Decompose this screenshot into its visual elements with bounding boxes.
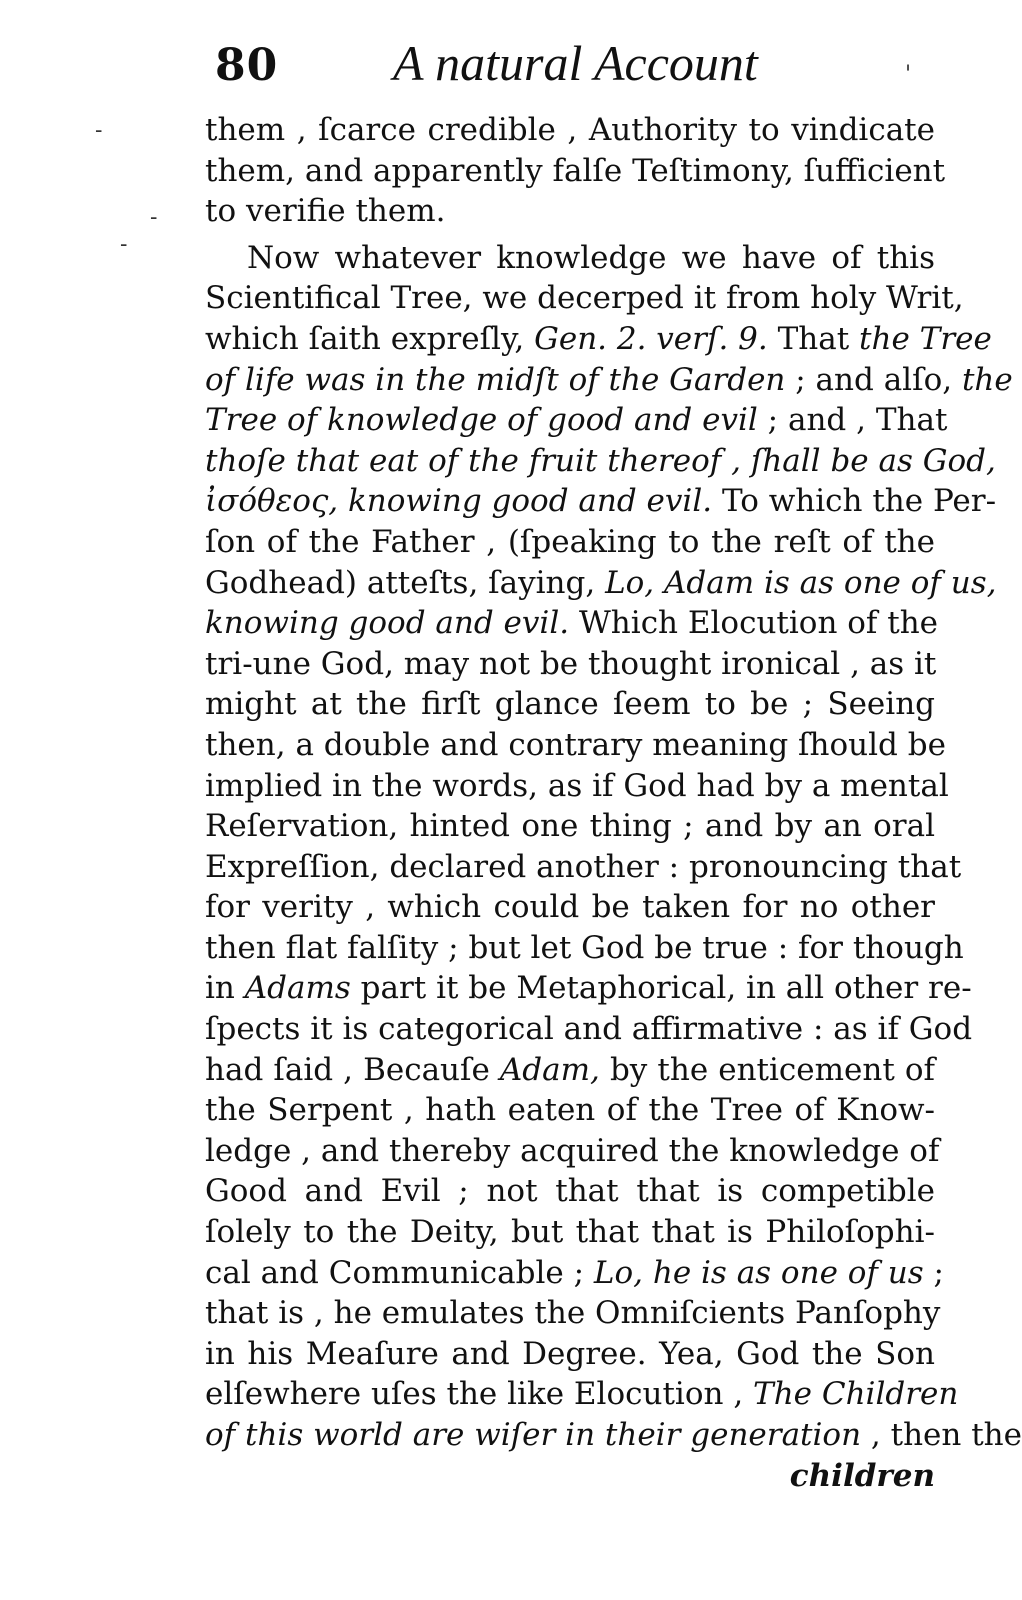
roman-text: them, and apparently falſe Teſtimony, ſufficient — [205, 152, 946, 189]
text-line — [205, 1415, 1022, 1456]
italic-text: of this world are wiſer in their generation — [205, 1417, 862, 1453]
roman-text: that is , he emulates the Omniſcients Panſophy — [205, 1295, 941, 1332]
margin-mark: - — [120, 232, 128, 257]
text-line — [205, 725, 946, 766]
roman-text: ſolely to the Deity, but that that is Philoſophi- — [205, 1214, 935, 1251]
text-line — [205, 1334, 935, 1375]
italic-text: ἰσόθεος, knowing good and evil. — [205, 483, 713, 520]
roman-text: which ſaith expreſly, — [205, 320, 535, 357]
italic-text: the Tree — [859, 320, 992, 357]
roman-text: cal and Communicable ; — [205, 1254, 594, 1291]
roman-text: ſon of the Father , (ſpeaking to the reſt of the — [205, 523, 935, 560]
text-line — [205, 563, 997, 604]
roman-text: ſpects it is categorical and affirmative : as if God — [205, 1011, 973, 1048]
text-line — [205, 806, 935, 847]
roman-text: Good and Evil ; not that that is competible — [205, 1173, 935, 1210]
text-line — [205, 766, 949, 807]
roman-text: then flat falſity ; but let God be true : for though — [205, 929, 964, 966]
roman-text: implied in the words, as if God had by a mental — [205, 767, 949, 804]
text-line — [205, 847, 962, 888]
italic-text: Lo, Adam is as one of us, — [605, 564, 997, 601]
italic-text: The Children — [753, 1376, 959, 1413]
margin-mark: - — [150, 205, 158, 230]
roman-text: tri-une God, may not be thought ironical , as it — [205, 645, 937, 682]
italic-text: thoſe that eat of the fruit thereof , ſhall be as God, — [205, 442, 996, 479]
roman-text: ledge , and thereby acquired the knowledge of — [205, 1132, 940, 1169]
roman-text: Reſervation, hinted one thing ; and by an oral — [205, 808, 935, 845]
body-text — [205, 110, 1022, 1496]
roman-text: Godhead) atteſts, ſaying, — [205, 564, 606, 601]
roman-text: might at the firſt glance ſeem to be ; Seeing — [205, 686, 935, 723]
text-line — [205, 360, 1013, 401]
roman-text: had ſaid , Becauſe — [205, 1051, 500, 1088]
text-line — [205, 400, 948, 441]
roman-text: Which Elocution of the — [569, 605, 939, 642]
roman-text: Now whatever knowledge we have of this — [247, 239, 935, 276]
margin-mark: - — [95, 118, 103, 143]
catchword: children — [789, 1457, 935, 1494]
page-header — [215, 28, 815, 108]
roman-text: them , ſcarce credible , Authority to vindicate — [205, 112, 935, 148]
italic-text: Adam, — [499, 1051, 600, 1088]
text-line — [205, 1171, 935, 1212]
roman-text: then, a double and contrary meaning ſhould be — [205, 726, 946, 763]
roman-text: That — [767, 320, 860, 357]
roman-text: ; — [923, 1254, 944, 1291]
roman-text: To which the Per- — [712, 483, 997, 520]
text-line — [205, 1212, 935, 1253]
roman-text: ; and , That — [757, 402, 948, 439]
text-line — [205, 603, 939, 644]
text-line — [205, 968, 972, 1009]
roman-text: in his Meaſure and Degree. Yea, God the Son — [205, 1335, 935, 1372]
text-line — [205, 481, 997, 522]
text-line — [205, 1090, 935, 1131]
text-line — [205, 684, 935, 725]
roman-text: ; and alſo, — [785, 361, 962, 398]
italic-text: Tree of knowledge of good and evil — [205, 402, 758, 439]
text-line — [205, 1009, 973, 1050]
italic-text: Adams — [244, 970, 351, 1007]
text-line — [205, 1131, 940, 1172]
italic-text: Gen. 2. verſ. 9. — [534, 320, 768, 357]
roman-text: Scientifical Tree, we decerped it from holy Writ, — [205, 280, 964, 317]
roman-text: elſewhere uſes the like Elocution , — [205, 1376, 754, 1413]
text-line — [205, 1253, 944, 1294]
page-number: 80 — [215, 40, 279, 91]
text-line — [205, 110, 935, 151]
text-line — [205, 278, 964, 319]
text-line — [205, 887, 935, 928]
italic-text: knowing good and evil. — [205, 605, 570, 642]
text-line — [205, 928, 964, 969]
margin-mark: ' — [905, 62, 912, 87]
roman-text: by the enticement of — [599, 1051, 936, 1088]
italic-text: Lo, he is as one of us — [593, 1254, 924, 1291]
roman-text: to verifie them. — [205, 193, 446, 230]
roman-text: part it be Metaphorical, in all other re- — [350, 970, 972, 1007]
text-line — [205, 319, 992, 360]
text-line — [205, 238, 935, 279]
italic-text: of life was in the midſt of the Garden — [205, 361, 786, 398]
roman-text: Expreſſion, declared another : pronouncing that — [205, 848, 962, 885]
text-line — [205, 522, 935, 563]
text-line — [205, 191, 935, 232]
text-line — [205, 151, 946, 192]
italic-text: the — [961, 361, 1013, 398]
text-line — [205, 1293, 941, 1334]
roman-text: in — [205, 970, 245, 1007]
text-line — [205, 1050, 935, 1091]
roman-text: for verity , which could be taken for no other — [205, 889, 935, 926]
text-line — [205, 441, 996, 482]
roman-text: the Serpent , hath eaten of the Tree of Know- — [205, 1092, 935, 1129]
running-title: A natural Account — [393, 35, 758, 91]
text-line — [205, 1374, 959, 1415]
text-line — [205, 644, 935, 685]
roman-text: , then the — [861, 1417, 1022, 1453]
